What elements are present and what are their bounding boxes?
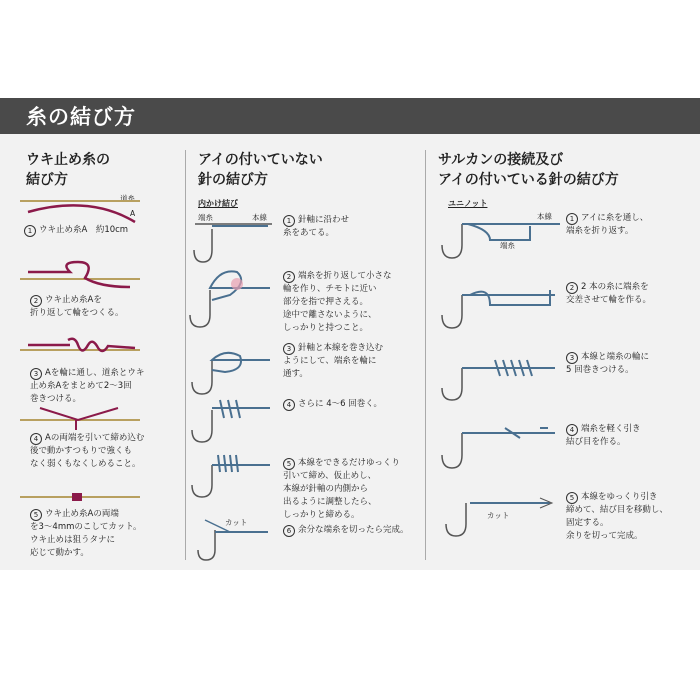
step-text: 2 本の糸に端糸を 交差させて輪を作る。 xyxy=(566,282,652,305)
step-number: 2 xyxy=(30,295,42,307)
step-text: ウキ止め糸A 約10cm xyxy=(39,225,129,235)
col2-label-hashi: 端糸 xyxy=(198,213,213,222)
step-text: 針軸に沿わせ 糸をあてる。 xyxy=(283,215,350,238)
step-text: 余分な端糸を切ったら完成。 xyxy=(298,525,409,535)
step-text: 本線と端糸の輪に 5 回巻きつける。 xyxy=(566,352,650,375)
col3-knot-name: ユニノット xyxy=(448,199,488,208)
inner-knot-step5-diagram xyxy=(192,455,270,497)
col3-title-line1: サルカンの接続及び xyxy=(438,152,564,168)
step-text: 端糸を折り返して小さな 輪を作り、チモトに近い 部分を指で押さえる。 途中で離さないように、 しっかりと持つこと。 xyxy=(283,271,392,333)
step-number: 6 xyxy=(283,525,295,537)
label-michiito: 道糸 xyxy=(120,194,135,203)
inner-knot-step1-diagram xyxy=(194,224,272,262)
step-text: Aを輪に通し、道糸とウキ 止め糸Aをまとめて2～3回 巻きつける。 xyxy=(30,368,145,404)
float-knot-step5-diagram xyxy=(20,493,140,501)
step-text: アイに糸を通し、 端糸を折り返す。 xyxy=(566,213,649,236)
step-number: 4 xyxy=(30,433,42,445)
step-number: 4 xyxy=(566,424,578,436)
page-title: 糸の結び方 xyxy=(26,105,136,129)
float-knot-step4-diagram xyxy=(20,408,140,430)
col2-label-cut: カット xyxy=(225,518,248,527)
step-number: 3 xyxy=(283,343,295,355)
col2-knot-name: 内かけ結び xyxy=(198,199,238,208)
step-text: ウキ止め糸Aの両端 を3～4mmのこしてカット。 ウキ止めは狙うタナに 応じて動かす。 xyxy=(30,509,142,558)
uni-knot-step3-diagram xyxy=(442,360,555,400)
float-knot-step3-diagram xyxy=(20,339,140,351)
step-number: 3 xyxy=(30,368,42,380)
step-text: 本線をゆっくり引き 締めて、結び目を移動し、 固定する。 余りを切って完成。 xyxy=(566,492,668,541)
col2-title-line2: 針の結び方 xyxy=(198,172,268,188)
float-knot-step2-diagram xyxy=(20,262,140,287)
inner-knot-step3-diagram xyxy=(192,353,270,394)
step-number: 3 xyxy=(566,352,578,364)
step-number: 1 xyxy=(283,215,295,227)
step-number: 5 xyxy=(283,458,295,470)
uni-knot-step5-diagram xyxy=(446,498,552,536)
col1-title-line2: 結び方 xyxy=(26,172,68,188)
step-text: 本線をできるだけゆっくり 引いて締め、仮止めし、 本線が針軸の内側から 出るように調整したら、 しっかりと締める。 xyxy=(283,458,400,520)
step-text: Aの両端を引いて締め込む 後で動かすつもりで強くも なく弱くもなくしめること。 xyxy=(30,433,145,469)
uni-knot-step4-diagram xyxy=(442,428,555,468)
inner-knot-step4-diagram xyxy=(192,400,270,442)
step-text: 端糸を軽く引き 結び目を作る。 xyxy=(566,424,641,447)
step-number: 2 xyxy=(566,282,578,294)
float-knot-step1-diagram xyxy=(20,201,140,222)
step-number: 1 xyxy=(566,213,578,225)
col3-title-line2: アイの付いている針の結び方 xyxy=(438,172,619,188)
col3-label-cut: カット xyxy=(487,511,510,520)
col2-label-honsen: 本線 xyxy=(252,213,267,222)
col2-title-line1: アイの付いていない xyxy=(198,152,323,168)
col3-label-hashi: 端糸 xyxy=(500,241,515,250)
uni-knot-step1-diagram xyxy=(442,224,560,258)
step-text: ウキ止め糸Aを 折り返して輪をつくる。 xyxy=(30,295,124,318)
col1-title-line1: ウキ止め糸の xyxy=(26,152,110,168)
step-text: さらに 4～6 回巻く。 xyxy=(298,399,383,409)
col3-label-honsen: 本線 xyxy=(537,212,552,221)
step-text: 針軸と本線を巻き込む ようにして、端糸を輪に 通す。 xyxy=(283,343,384,379)
step-number: 1 xyxy=(24,225,36,237)
inner-knot-step2-diagram xyxy=(190,271,270,327)
label-a: A xyxy=(130,209,136,218)
uni-knot-step2-diagram xyxy=(442,290,555,328)
step-number: 4 xyxy=(283,399,295,411)
step-number: 5 xyxy=(566,492,578,504)
step-number: 2 xyxy=(283,271,295,283)
step-number: 5 xyxy=(30,509,42,521)
inner-knot-step6-diagram xyxy=(198,520,268,560)
